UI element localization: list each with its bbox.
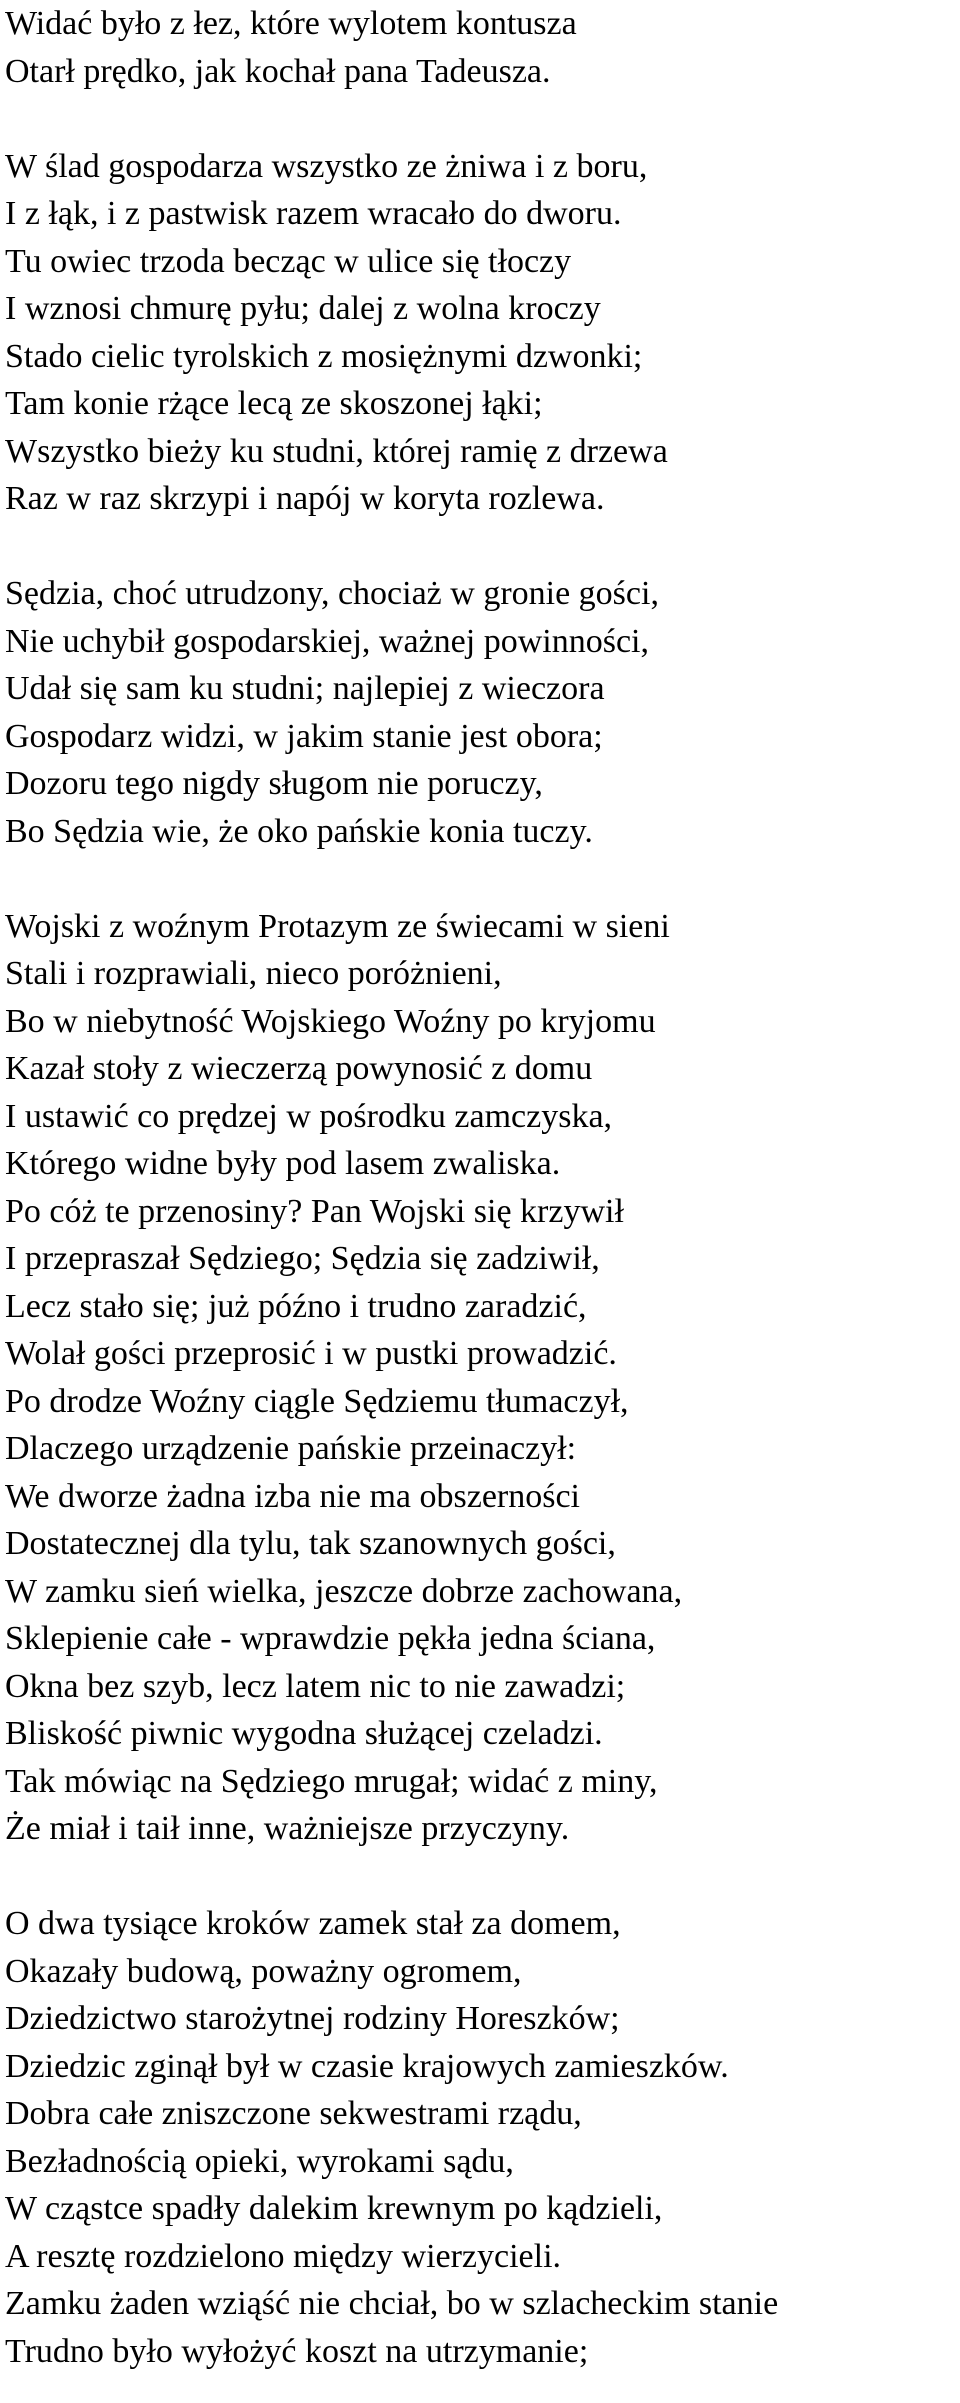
- verse-line: Wolał gości przeprosić i w pustki prowadzić.: [5, 1335, 617, 1372]
- poem-text: [5, 0, 955, 2375]
- verse-line: Wszystko bieży ku studni, której ramię z drzewa: [5, 432, 668, 470]
- verse-line: Bo w niebytność Wojskiego Woźny po kryjomu: [5, 1002, 656, 1040]
- verse-line: Trudno było wyłożyć koszt na utrzymanie;: [5, 2332, 589, 2370]
- verse-line: Tak mówiąc na Sędziego mrugał; widać z miny,: [5, 1762, 658, 1800]
- verse-line: Że miał i taił inne, ważniejsze przyczyny.: [5, 1810, 570, 1847]
- verse-line: Stali i rozprawiali, nieco poróżnieni,: [5, 955, 502, 992]
- verse-line: Bezładnością opieki, wyrokami sądu,: [5, 2142, 514, 2180]
- verse-line: Bo Sędzia wie, że oko pańskie konia tuczy.: [5, 812, 593, 850]
- verse-line: I z łąk, i z pastwisk razem wracało do dworu.: [5, 195, 622, 232]
- verse-line: W zamku sień wielka, jeszcze dobrze zachowana,: [5, 1572, 683, 1610]
- verse-line: A resztę rozdzielono między wierzycieli.: [5, 2237, 562, 2275]
- verse-line: Po cóż te przenosiny? Pan Wojski się krzywił: [5, 1192, 624, 1230]
- verse-line: Po drodze Woźny ciągle Sędziemu tłumaczył,: [5, 1382, 629, 1420]
- verse-line: O dwa tysiące kroków zamek stał za domem,: [5, 1905, 621, 1942]
- verse-line: Nie uchybił gospodarskiej, ważnej powinności,: [5, 622, 649, 660]
- verse-line: Okazały budową, poważny ogromem,: [5, 1952, 522, 1990]
- verse-line: Wojski z woźnym Protazym ze świecami w sieni: [5, 907, 670, 945]
- verse-line: Tam konie rżące lecą ze skoszonej łąki;: [5, 385, 543, 422]
- verse-line: Okna bez szyb, lecz latem nic to nie zawadzi;: [5, 1667, 626, 1705]
- verse-line: Otarł prędko, jak kochał pana Tadeusza.: [5, 52, 551, 90]
- verse-line: Gospodarz widzi, w jakim stanie jest obora;: [5, 717, 603, 755]
- stanza-2: [5, 143, 955, 523]
- verse-line: Dostatecznej dla tylu, tak szanownych gości,: [5, 1525, 616, 1562]
- verse-line: Dobra całe zniszczone sekwestrami rządu,: [5, 2095, 582, 2132]
- verse-line: Udał się sam ku studni; najlepiej z wieczora: [5, 670, 605, 707]
- verse-line: Lecz stało się; już późno i trudno zaradzić,: [5, 1287, 587, 1325]
- stanza-1: [5, 0, 955, 95]
- verse-line: Stado cielic tyrolskich z mosiężnymi dzwonki;: [5, 337, 643, 375]
- verse-line: Dlaczego urządzenie pańskie przeinaczył:: [5, 1430, 577, 1467]
- verse-line: I ustawić co prędzej w pośrodku zamczyska,: [5, 1097, 613, 1135]
- verse-line: I przepraszał Sędziego; Sędzia się zadziwił,: [5, 1240, 600, 1277]
- verse-line: Widać było z łez, które wylotem kontusza: [5, 5, 577, 42]
- verse-line: Raz w raz skrzypi i napój w koryta rozlewa.: [5, 480, 605, 517]
- verse-line: Kazał stoły z wieczerzą powynosić z domu: [5, 1050, 593, 1087]
- verse-line: Którego widne były pod lasem zwaliska.: [5, 1145, 561, 1182]
- stanza-5: [5, 1900, 955, 2375]
- verse-line: We dworze żadna izba nie ma obszerności: [5, 1477, 580, 1515]
- stanza-gap: [5, 855, 955, 903]
- stanza-gap: [5, 1853, 955, 1901]
- verse-line: Tu owiec trzoda becząc w ulice się tłoczy: [5, 242, 572, 280]
- verse-line: Bliskość piwnic wygodna służącej czeladzi.: [5, 1715, 603, 1752]
- verse-line: Dziedzictwo starożytnej rodziny Horeszków;: [5, 2000, 620, 2037]
- verse-line: Zamku żaden wziąść nie chciał, bo w szlacheckim stanie: [5, 2285, 779, 2322]
- verse-line: W cząstce spadły dalekim krewnym po kądzieli,: [5, 2190, 663, 2227]
- stanza-4: [5, 903, 955, 1853]
- verse-line: Dozoru tego nigdy sługom nie poruczy,: [5, 765, 543, 802]
- verse-line: Sklepienie całe - wprawdzie pękła jedna ściana,: [5, 1620, 656, 1657]
- verse-line: I wznosi chmurę pyłu; dalej z wolna kroczy: [5, 290, 601, 327]
- stanza-3: [5, 570, 955, 855]
- stanza-gap: [5, 523, 955, 571]
- verse-line: Sędzia, choć utrudzony, chociaż w gronie gości,: [5, 575, 659, 612]
- verse-line: W ślad gospodarza wszystko ze żniwa i z boru,: [5, 147, 648, 185]
- verse-line: Dziedzic zginął był w czasie krajowych zamieszków.: [5, 2047, 729, 2085]
- stanza-gap: [5, 95, 955, 143]
